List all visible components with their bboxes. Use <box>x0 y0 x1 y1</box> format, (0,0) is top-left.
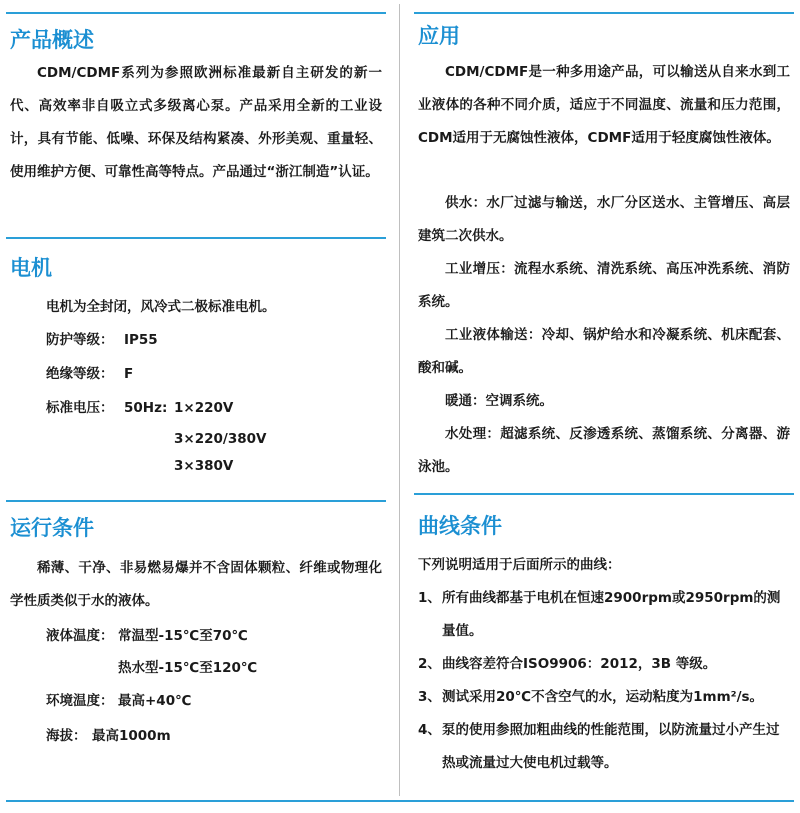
voltage-option: 1×220V <box>174 400 234 416</box>
curve-item-number: 3、 <box>418 689 441 705</box>
curve-item <box>418 714 792 780</box>
section-rule <box>6 12 386 14</box>
voltage-option: 3×220/380V <box>174 431 267 447</box>
curve-item-number: 1、 <box>418 590 441 606</box>
curve-item <box>418 648 792 681</box>
curve-item-number: 4、 <box>418 722 441 738</box>
motor-description: 电机为全封闭，风冷式二极标准电机。 <box>46 299 276 315</box>
protection-value: IP55 <box>124 332 158 348</box>
curve-item-number: 2、 <box>418 656 441 672</box>
section-title-overview: 产品概述 <box>10 28 94 52</box>
application-water-treatment: 水处理：超滤系统、反渗透系统、蒸馏系统、分离器、游泳池。 <box>418 426 790 475</box>
insulation-label: 绝缘等级： <box>46 366 114 382</box>
liquid-temp-normal: 常温型-15℃至70℃ <box>118 628 248 644</box>
section-title-application: 应用 <box>418 24 460 48</box>
application-intro: CDM/CDMF是一种多用途产品，可以输送从自来水到工业液体的各种不同介质，适应于不同温度、流量和压力范围，CDM适用于无腐蚀性液体，CDMF适用于轻度腐蚀性液体。 <box>418 64 790 146</box>
curve-item-text: 泵的使用参照加粗曲线的性能范围，以防流量过小产生过热或流量过大使电机过载等。 <box>442 722 780 771</box>
section-rule <box>414 12 794 14</box>
voltage-label: 标准电压： <box>46 400 114 416</box>
liquid-temp-label: 液体温度： <box>46 628 114 644</box>
curve-item <box>418 681 792 714</box>
section-rule <box>414 493 794 495</box>
application-hvac: 暖通：空调系统。 <box>445 393 553 409</box>
voltage-frequency: 50Hz: <box>124 400 168 416</box>
overview-text: CDM/CDMF系列为参照欧洲标准最新自主研发的新一代、高效率非自吸立式多级离心泵。产品采用全新的工业设计，具有节能、低噪、环保及结构紧凑、外形美观、重量轻、使用维护方便、可靠性高等特点。产品通过“浙江制造”认证。 <box>10 65 382 180</box>
application-industrial-liquid: 工业液体输送：冷却、锅炉给水和冷凝系统、机床配套、酸和碱。 <box>418 327 790 376</box>
section-title-curve: 曲线条件 <box>418 514 502 538</box>
section-rule <box>6 237 386 239</box>
curve-item-text: 曲线容差符合ISO9906：2012，3B 等级。 <box>442 656 717 672</box>
operating-text: 稀薄、干净、非易燃易爆并不含固体颗粒、纤维或物理化学性质类似于水的液体。 <box>10 560 382 609</box>
curve-item-text: 所有曲线都基于电机在恒速2900rpm或2950rpm的测量值。 <box>442 590 781 639</box>
section-rule <box>6 500 386 502</box>
curve-intro: 下列说明适用于后面所示的曲线： <box>418 557 621 573</box>
liquid-temp-hot: 热水型-15℃至120℃ <box>118 660 258 676</box>
voltage-option: 3×380V <box>174 458 234 474</box>
altitude-value: 最高1000m <box>92 728 171 744</box>
application-water-supply: 供水：水厂过滤与输送，水厂分区送水、主管增压、高层建筑二次供水。 <box>418 195 790 244</box>
section-title-operating: 运行条件 <box>10 516 94 540</box>
insulation-value: F <box>124 366 134 382</box>
altitude-label: 海拔： <box>46 728 87 744</box>
column-divider <box>399 4 400 796</box>
section-title-motor: 电机 <box>10 256 52 280</box>
protection-label: 防护等级： <box>46 332 114 348</box>
application-industrial-boost: 工业增压：流程水系统、清洗系统、高压冲洗系统、消防系统。 <box>418 261 790 310</box>
ambient-temp-value: 最高+40℃ <box>118 693 192 709</box>
ambient-temp-label: 环境温度： <box>46 693 114 709</box>
curve-item-text: 测试采用20℃不含空气的水，运动粘度为1mm²/s。 <box>442 689 764 705</box>
curve-item <box>418 582 792 648</box>
bottom-rule <box>6 800 794 802</box>
